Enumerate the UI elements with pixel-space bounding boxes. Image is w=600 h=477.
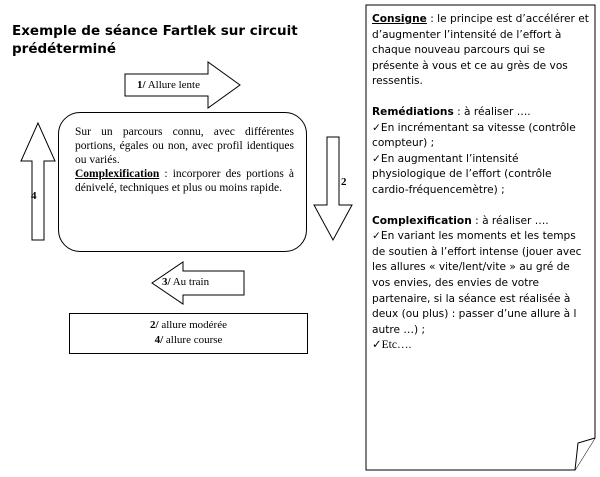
legend-line-1: 2/ allure modérée [150,319,227,331]
consigne-paragraph: Consigne : le principe est d’accélérer et d’augmenter l’intensité de l’effort à chaque nouveau parcours qui se présente à vous et ce au grès de vos ressentis. [372,13,589,88]
arrow-bottom-label: 3/ Au train [162,276,210,288]
arrow-right-label: 2 [341,176,347,188]
arrow-left-label: 4 [31,190,37,202]
circuit-description: Sur un parcours connu, avec différentes portions, égales ou non, avec profil identiques ou variés. [75,126,294,166]
center-complexification-text: : incorporer des portions à dénivelé, techniques et plus ou moins rapide. [75,168,294,194]
note-content [372,12,590,354]
allure-legend-box [69,313,308,354]
remediations-heading: Remédiations : à réaliser …. [372,105,531,118]
remediation-item: ✓En incrémentant sa vitesse (contrôle compteur) ; [372,121,576,150]
complexification-item: ✓En variant les moments et les temps de soutien à l’effort intense (jouer avec les allures « vite/lent/vite » au gré de vos envies, des envies de votre partenaire, si la séance est réalisée à deux (ou plus) : passer d’une allure à l autre …) ; [372,230,582,336]
etc-item: ✓Etc…. [372,339,412,352]
arrow-top-label: 1/ Allure lente [137,79,200,91]
circuit-description-box [58,112,307,252]
center-complexification-label: Complexification [75,168,160,180]
complexification-heading: Complexification : à réaliser …. [372,214,549,227]
legend-line-2: 4/ allure course [154,334,223,346]
remediation-item: ✓En augmentant l’intensité physiologique de l’effort (contrôle cardio-fréquencemètre) ; [372,152,552,196]
arrow-up-left [21,123,55,240]
page-title: Exemple de séance Fartlek sur circuit prédéterminé [12,23,298,57]
